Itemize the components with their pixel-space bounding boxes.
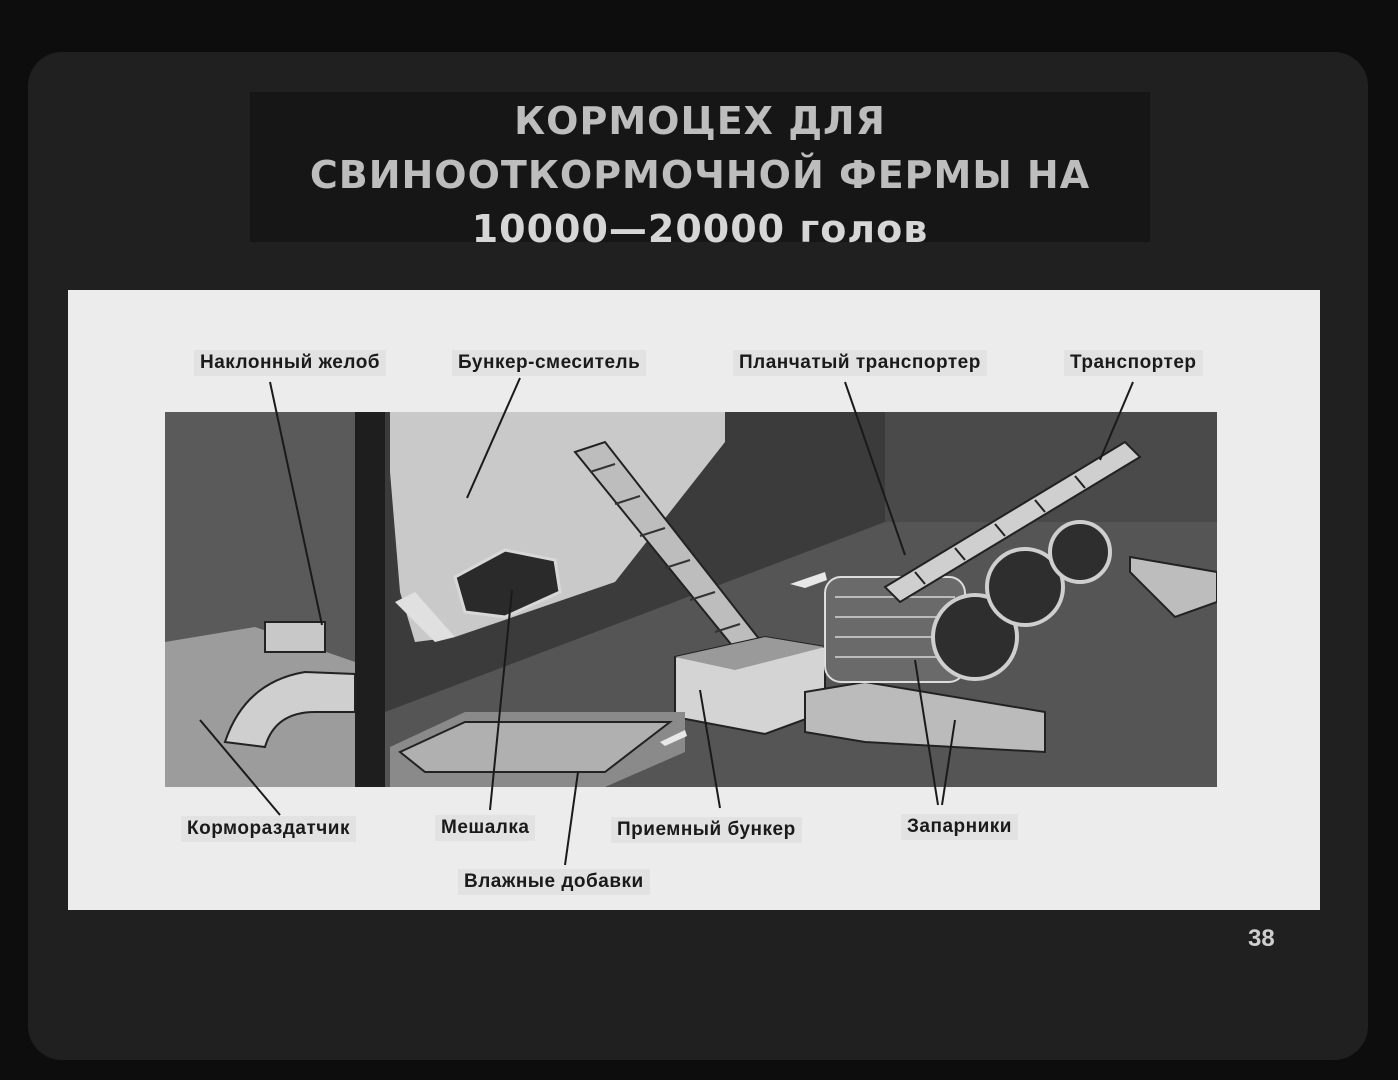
label-slat-conveyor: Планчатый транспортер xyxy=(733,350,987,376)
label-feed-distributor: Кормораздатчик xyxy=(181,816,356,842)
label-mixer: Мешалка xyxy=(435,815,535,841)
title-line-2: СВИНООТКОРМОЧНОЙ ФЕРМЫ НА xyxy=(309,153,1091,197)
label-receiving-hopper: Приемный бункер xyxy=(611,817,802,843)
label-hopper-mixer: Бункер-смеситель xyxy=(452,350,646,376)
label-conveyor: Транспортер xyxy=(1064,350,1203,376)
label-steamers: Запарники xyxy=(901,814,1018,840)
label-wet-additives: Влажные добавки xyxy=(458,869,650,895)
page-number: 38 xyxy=(1248,925,1275,952)
label-inclined-chute: Наклонный желоб xyxy=(194,350,386,376)
title-line-1: КОРМОЦЕХ ДЛЯ xyxy=(514,99,886,143)
title-line-3: 10000—20000 голов xyxy=(471,207,929,251)
